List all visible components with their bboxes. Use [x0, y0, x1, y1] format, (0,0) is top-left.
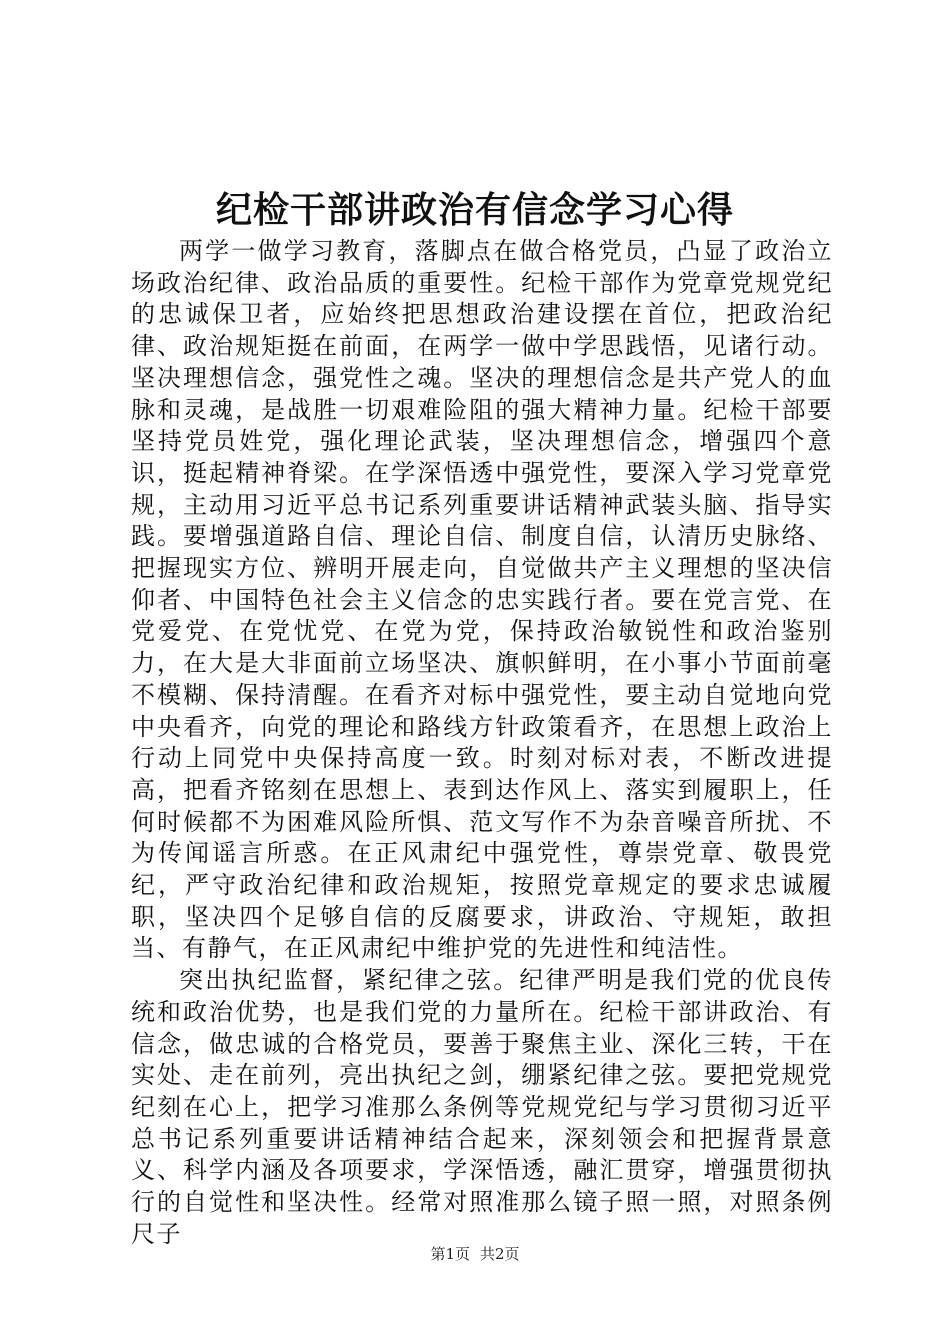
- paragraph-2: 突出执纪监督，紧纪律之弦。纪律严明是我们党的优良传统和政治优势，也是我们党的力量所在。纪检干部讲政治、有信念，做忠诚的合格党员，要善于聚焦主业、深化三转，干在实处、走在前列，亮出执纪之剑，绷紧纪律之弦。要把党规党纪刻在心上，把学习准那么条例等党规党纪与学习贯彻习近平总书记系列重要讲话精神结合起来，深刻领会和把握背景意义、科学内涵及各项要求，学深悟透，融汇贯穿，增强贯彻执行的自觉性和坚决性。经常对照准那么镜子照一照，对照条例尺子: [131, 966, 833, 1248]
- document-title: 纪检干部讲政治有信念学习心得: [215, 189, 734, 231]
- page-total: 共2页: [480, 1245, 520, 1263]
- document-body: [131, 236, 833, 1251]
- page-footer: [0, 1244, 950, 1264]
- paragraph-1: 两学一做学习教育，落脚点在做合格党员，凸显了政治立场政治纪律、政治品质的重要性。纪检干部作为党章党规党纪的忠诚保卫者，应始终把思想政治建设摆在首位，把政治纪律、政治规矩挺在前面，在两学一做中学思践悟，见诸行动。坚决理想信念，强党性之魂。坚决的理想信念是共产党人的血脉和灵魂，是战胜一切艰难险阻的强大精神力量。纪检干部要坚持党员姓党，强化理论武装，坚决理想信念，增强四个意识，挺起精神脊梁。在学深悟透中强党性，要深入学习党章党规，主动用习近平总书记系列重要讲话精神武装头脑、指导实践。要增强道路自信、理论自信、制度自信，认清历史脉络、把握现实方位、辨明开展走向，自觉做共产主义理想的坚决信仰者、中国特色社会主义信念的忠实践行者。要在党言党、在党爱党、在党忧党、在党为党，保持政治敏锐性和政治鉴别力，在大是大非面前立场坚决、旗帜鲜明，在小事小节面前毫不模糊、保持清醒。在看齐对标中强党性，要主动自觉地向党中央看齐，向党的理论和路线方针政策看齐，在思想上政治上行动上同党中央保持高度一致。时刻对标对表，不断改进提高，把看齐铭刻在思想上、表到达作风上、落实到履职上，任何时候都不为困难风险所惧、范文写作不为杂音噪音所扰、不为传闻谣言所惑。在正风肃纪中强党性，尊崇党章、敬畏党纪，严守政治纪律和政治规矩，按照党章规定的要求忠诚履职，坚决四个足够自信的反腐要求，讲政治、守规矩，敢担当、有静气，在正风肃纪中维护党的先进性和纯洁性。: [131, 237, 833, 963]
- page-number: 第1页: [430, 1245, 470, 1263]
